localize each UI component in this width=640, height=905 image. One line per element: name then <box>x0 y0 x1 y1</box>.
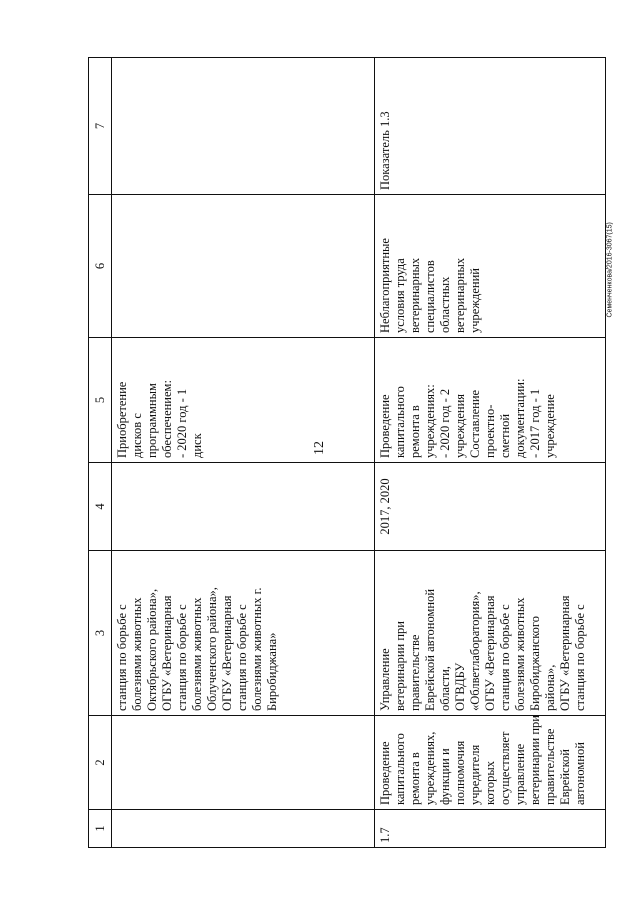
cell-text-line: ветеринарных <box>408 257 422 333</box>
rotated-table-frame <box>88 58 590 848</box>
header-cell-6: 6 <box>89 195 112 338</box>
cell-text-line: диск <box>190 433 204 458</box>
row-1-col-2 <box>112 716 375 810</box>
cell-text-line: ОГБУ «Ветеринарная <box>483 595 497 711</box>
row-1-col-6 <box>112 195 375 338</box>
row-2-col-1 <box>375 810 606 848</box>
cell-text-line: условия труда <box>393 258 407 333</box>
cell-text-line: учреждения <box>453 393 467 458</box>
cell-text-line: ОГБУ «Ветеринарная <box>558 595 572 711</box>
table-container <box>88 58 590 848</box>
cell-text-line: ОГВДБУ <box>453 662 467 711</box>
row-2-col-5 <box>375 338 606 463</box>
row-1-col-4 <box>112 463 375 551</box>
cell-text-line: документации: <box>513 378 527 458</box>
cell-text-line: Октябрьского района», <box>145 588 159 711</box>
document-code-text: Семенченкова/2016-3067(15) <box>606 222 614 318</box>
cell-text-line: управление <box>513 743 527 805</box>
row-2-col-4 <box>375 463 606 551</box>
cell-text-line: специалистов <box>423 260 437 333</box>
header-cell-4: 4 <box>89 463 112 551</box>
header-row <box>89 58 112 848</box>
cell-text-line: автономной <box>573 742 587 805</box>
cell-text-line: области, <box>438 666 452 711</box>
page-number-text: 12 <box>312 441 327 455</box>
cell-text-line: учреждение <box>543 394 557 458</box>
row-1-col-7 <box>112 58 375 195</box>
table-row <box>375 58 606 848</box>
table-row <box>112 58 375 848</box>
cell-text-line: Показатель 1.3 <box>378 111 392 190</box>
cell-text-line: 1.7 <box>378 827 392 843</box>
cell-text-line: «Облветлаборатория», <box>468 591 482 711</box>
cell-text-line: ОГБУ «Ветеринарная <box>220 595 234 711</box>
cell-text-line: учредителя <box>468 744 482 805</box>
row-1-col-1 <box>112 810 375 848</box>
cell-text-line: Проведение <box>378 741 392 805</box>
cell-text-line: 2017, 2020 <box>378 478 392 535</box>
cell-text-line: ветеринарии при <box>528 715 542 805</box>
cell-text-line: правительстве <box>408 634 422 711</box>
cell-text-line: программным <box>145 383 159 458</box>
cell-text-line: ветеринарных <box>453 257 467 333</box>
row-2-col-3 <box>375 551 606 716</box>
cell-text-line: сметной <box>498 413 512 458</box>
cell-text-line: Приобретение <box>115 381 129 458</box>
cell-text-line: болезнями животных <box>513 597 527 711</box>
cell-text-line: болезнями животных <box>130 597 144 711</box>
cell-text-line: Неблагоприятные <box>378 238 392 333</box>
cell-text-line: областных <box>438 276 452 333</box>
header-cell-1: 1 <box>89 810 112 848</box>
cell-text-line: станция по борьбе с <box>573 604 587 711</box>
row-1-col-3 <box>112 551 375 716</box>
cell-text-line: учреждений <box>468 268 482 333</box>
cell-text-line: функции и <box>438 748 452 805</box>
measures-table <box>88 57 606 848</box>
cell-text-line: - 2017 год - 1 <box>528 388 542 458</box>
cell-text-line: Управление <box>378 648 392 711</box>
cell-text-line: ОГБУ «Ветеринарная <box>160 595 174 711</box>
cell-text-line: ремонта в <box>408 752 422 805</box>
row-2-col-6 <box>375 195 606 338</box>
cell-text-line: Облученского района», <box>205 587 219 711</box>
cell-text-line: - 2020 год - 2 <box>438 388 452 458</box>
cell-text-line: Еврейской автономной <box>423 588 437 711</box>
cell-text-line: учреждениях, <box>423 731 437 805</box>
row-2-col-7 <box>375 58 606 195</box>
cell-text-line: ветеринарии при <box>393 621 407 711</box>
cell-text-line: Составление <box>468 389 482 458</box>
row-1-col-5 <box>112 338 375 463</box>
cell-text-line: - 2020 год - 1 <box>175 388 189 458</box>
header-cell-5: 5 <box>89 338 112 463</box>
header-cell-2: 2 <box>89 716 112 810</box>
cell-text-line: станция по борьбе с <box>498 604 512 711</box>
cell-text-line: Биробиджана» <box>265 632 279 711</box>
cell-text-line: проектно- <box>483 404 497 458</box>
cell-text-line: капитального <box>393 386 407 458</box>
cell-text-line: станция по борьбе с <box>175 604 189 711</box>
cell-text-line: правительстве <box>543 728 557 805</box>
header-cell-3: 3 <box>89 551 112 716</box>
cell-text-line: болезнями животных <box>190 597 204 711</box>
cell-text-line: станция по борьбе с <box>235 604 249 711</box>
cell-text-line: дисков с <box>130 413 144 458</box>
cell-text-line: обеспечением: <box>160 380 174 458</box>
cell-text-line: учреждениях: <box>423 384 437 458</box>
cell-text-line: которых <box>483 761 497 805</box>
cell-text-line: Еврейской <box>558 749 572 805</box>
cell-text-line: ремонта в <box>408 405 422 458</box>
cell-text-line: осуществляет <box>498 731 512 805</box>
header-cell-7: 7 <box>89 58 112 195</box>
cell-text-line: капитального <box>393 733 407 805</box>
cell-text-line: болезнями животных г. <box>250 587 264 711</box>
cell-text-line: станция по борьбе с <box>115 604 129 711</box>
cell-text-line: Проведение <box>378 394 392 458</box>
cell-text-line: Биробиджанского <box>528 616 542 711</box>
row-2-col-2 <box>375 716 606 810</box>
cell-text-line: полномочия <box>453 740 467 805</box>
cell-text-line: района», <box>543 664 557 711</box>
